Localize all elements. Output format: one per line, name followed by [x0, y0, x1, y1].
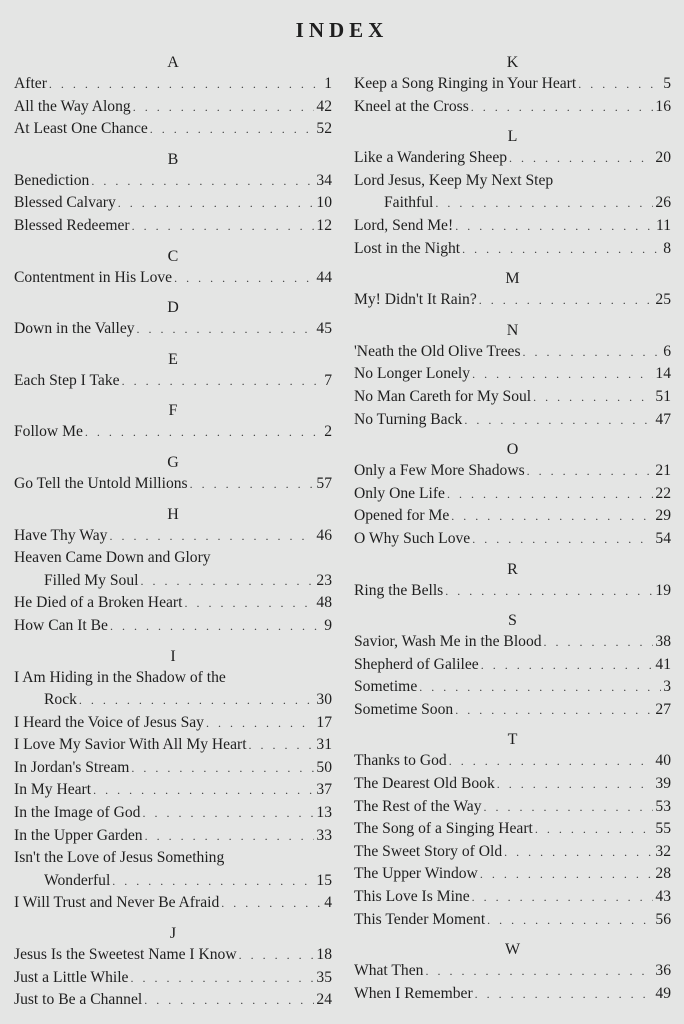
page-number: 49	[655, 984, 671, 1002]
section-letter: S	[508, 612, 517, 630]
dot-leader	[145, 825, 315, 848]
page-number: 32	[655, 842, 671, 860]
page-number: 3	[663, 678, 671, 696]
entry-title: Like a Wandering Sheep	[354, 149, 508, 167]
dot-leader	[464, 409, 653, 432]
entry-title: Down in the Valley	[14, 320, 135, 338]
page-number: 26	[655, 194, 671, 212]
index-entry	[14, 547, 332, 592]
entry-title: In the Image of God	[14, 804, 141, 822]
page-number: 47	[655, 410, 671, 428]
dot-leader	[419, 676, 661, 699]
right-column	[354, 52, 671, 1005]
dot-leader	[131, 757, 314, 780]
index-entry	[14, 318, 332, 341]
index-section	[354, 320, 671, 431]
section-letter: H	[167, 505, 179, 523]
dot-leader	[91, 170, 314, 193]
index-entry	[354, 909, 671, 932]
section-letter: R	[507, 560, 518, 578]
index-entry	[354, 289, 671, 312]
entry-title: How Can It Be	[14, 616, 108, 634]
entry-title: 'Neath the Old Olive Trees	[354, 342, 521, 360]
page-number: 24	[316, 991, 332, 1009]
entry-title: Sometime	[354, 678, 418, 696]
entry-title: This Love Is Mine	[354, 888, 470, 906]
index-entry	[354, 483, 671, 506]
page-number: 1	[324, 75, 332, 92]
entry-line-two	[354, 192, 671, 215]
entry-title: The Dearest Old Book	[354, 775, 495, 793]
dot-leader	[497, 773, 654, 796]
page-number: 5	[663, 75, 671, 92]
index-entry	[354, 528, 671, 551]
dot-leader	[471, 96, 654, 119]
page-number: 28	[655, 865, 671, 883]
index-entry	[14, 421, 332, 444]
dot-leader	[447, 483, 653, 506]
index-entry	[14, 825, 332, 848]
index-section	[354, 610, 671, 721]
page-number: 13	[316, 804, 332, 822]
index-entry	[14, 592, 332, 615]
index-entry	[354, 580, 671, 603]
index-entry	[14, 215, 332, 238]
index-entry	[354, 886, 671, 909]
index-entry	[14, 944, 332, 967]
dot-leader	[133, 96, 315, 119]
index-entry	[14, 473, 332, 496]
entry-title: Go Tell the Untold Millions	[14, 474, 188, 492]
entry-title: Benediction	[14, 171, 90, 189]
entry-title: Sometime Soon	[354, 700, 454, 718]
entry-title: I Will Trust and Never Be Afraid	[14, 894, 220, 912]
index-entry	[354, 631, 671, 654]
page-number: 42	[316, 97, 332, 115]
entry-title: Ring the Bells	[354, 581, 444, 599]
dot-leader	[455, 215, 654, 238]
page-number: 25	[655, 291, 671, 309]
dot-leader	[112, 870, 314, 893]
page-number: 19	[655, 581, 671, 599]
entry-title: My! Didn't It Rain?	[354, 291, 477, 309]
dot-leader	[472, 886, 654, 909]
section-letter: T	[507, 731, 518, 749]
index-entry	[354, 796, 671, 819]
page-number: 54	[655, 529, 671, 547]
index-section	[354, 729, 671, 931]
index-section	[354, 268, 671, 312]
section-letter: F	[168, 402, 178, 420]
page-number: 18	[316, 946, 332, 964]
entry-title: Just a Little While	[14, 968, 129, 986]
dot-leader	[535, 818, 654, 841]
entry-title: Thanks to God	[354, 752, 447, 770]
dot-leader	[472, 363, 653, 386]
index-section	[14, 452, 332, 496]
entry-line-two	[14, 570, 332, 593]
entry-title: Lost in the Night	[354, 239, 461, 257]
page-number: 40	[655, 752, 671, 770]
entry-title-continued: Rock	[44, 691, 77, 709]
page-number: 48	[316, 594, 332, 612]
page-number: 8	[663, 239, 671, 257]
index-entry	[354, 238, 671, 261]
index-entry	[354, 460, 671, 483]
index-entry	[354, 341, 671, 364]
entry-title: No Man Careth for My Soul	[354, 387, 532, 405]
entry-title: In Jordan's Stream	[14, 758, 130, 776]
index-section	[14, 400, 332, 444]
dot-leader	[122, 370, 323, 393]
index-entry	[354, 505, 671, 528]
index-section	[354, 52, 671, 118]
index-entry	[14, 734, 332, 757]
entry-title: Isn't the Love of Jesus Something	[14, 849, 225, 867]
page-number: 16	[655, 97, 671, 115]
entry-line-two	[14, 689, 332, 712]
page-number: 30	[316, 691, 332, 709]
dot-leader	[487, 909, 653, 932]
dot-leader	[85, 421, 322, 444]
entry-title: At Least One Chance	[14, 120, 148, 138]
index-entry	[14, 73, 332, 96]
page-number: 57	[316, 474, 332, 492]
section-letter: L	[507, 128, 518, 146]
index-entry	[354, 750, 671, 773]
dot-leader	[472, 528, 653, 551]
entry-title: In My Heart	[14, 781, 92, 799]
page-number: 15	[316, 871, 332, 889]
index-entry	[354, 818, 671, 841]
index-section	[354, 559, 671, 603]
index-entry	[14, 802, 332, 825]
dot-leader	[484, 796, 654, 819]
entry-line-two	[14, 870, 332, 893]
dot-leader	[150, 118, 315, 141]
entry-title: The Sweet Story of Old	[354, 842, 503, 860]
index-entry	[14, 892, 332, 915]
dot-leader	[451, 505, 653, 528]
page-number: 9	[324, 616, 332, 634]
page-number: 56	[655, 910, 671, 928]
entry-title: I Heard the Voice of Jesus Say	[14, 713, 204, 731]
dot-leader	[475, 983, 654, 1006]
entry-title: Heaven Came Down and Glory	[14, 549, 211, 567]
dot-leader	[462, 238, 661, 261]
index-section	[14, 646, 332, 916]
index-entry	[354, 215, 671, 238]
dot-leader	[184, 592, 314, 615]
dot-leader	[249, 734, 315, 757]
entry-title: No Turning Back	[354, 410, 463, 428]
index-section	[14, 349, 332, 393]
page-number: 22	[655, 484, 671, 502]
index-entry	[354, 699, 671, 722]
entry-title: The Rest of the Way	[354, 797, 482, 815]
entry-title: Follow Me	[14, 423, 83, 441]
page-number: 55	[655, 820, 671, 838]
index-entry	[354, 363, 671, 386]
page-number: 29	[655, 507, 671, 525]
index-entry	[14, 267, 332, 290]
dot-leader	[174, 267, 314, 290]
index-entry	[14, 847, 332, 892]
index-section	[14, 149, 332, 238]
index-section	[14, 297, 332, 341]
page-number: 36	[655, 962, 671, 980]
index-entry	[354, 73, 671, 96]
section-letter: I	[170, 647, 176, 665]
entry-title: Blessed Calvary	[14, 194, 116, 212]
section-letter: W	[504, 941, 521, 959]
index-entry	[14, 757, 332, 780]
dot-leader	[481, 654, 654, 677]
page-number: 17	[316, 713, 332, 731]
index-section	[14, 52, 332, 141]
entry-title: O Why Such Love	[354, 529, 471, 547]
index-entry	[354, 96, 671, 119]
page-number: 14	[655, 365, 671, 383]
page-number: 44	[316, 268, 332, 286]
dot-leader	[130, 967, 314, 990]
section-letter: K	[506, 54, 519, 71]
page-number: 7	[324, 371, 332, 389]
entry-title: Keep a Song Ringing in Your Heart	[354, 75, 577, 92]
entry-title: No Longer Lonely	[354, 365, 471, 383]
section-letter: C	[167, 247, 179, 265]
page-number: 51	[655, 387, 671, 405]
dot-leader	[445, 580, 653, 603]
page-number: 37	[316, 781, 332, 799]
page-number: 27	[655, 700, 671, 718]
entry-title: Only One Life	[354, 484, 445, 502]
dot-leader	[455, 699, 653, 722]
index-entry	[14, 989, 332, 1012]
page-number: 41	[655, 655, 671, 673]
page-number: 20	[655, 149, 671, 167]
dot-leader	[435, 192, 653, 215]
dot-leader	[504, 841, 653, 864]
index-entry	[14, 96, 332, 119]
entry-title: I Love My Savior With All My Heart	[14, 736, 247, 754]
page-number: 50	[316, 758, 332, 776]
entry-title: Contentment in His Love	[14, 268, 173, 286]
dot-leader	[509, 147, 653, 170]
page-number: 23	[316, 571, 332, 589]
dot-leader	[425, 960, 653, 983]
dot-leader	[109, 525, 314, 548]
index-entry	[354, 409, 671, 432]
dot-leader	[79, 689, 314, 712]
page-number: 45	[316, 320, 332, 338]
entry-title: Kneel at the Cross	[354, 97, 469, 115]
page-number: 35	[316, 968, 332, 986]
index-entry	[14, 615, 332, 638]
entry-title: After	[14, 75, 47, 92]
dot-leader	[533, 386, 653, 409]
index-section	[14, 923, 332, 1012]
index-entry	[14, 667, 332, 712]
index-entry	[14, 370, 332, 393]
index-entry	[354, 773, 671, 796]
entry-title: Savior, Wash Me in the Blood	[354, 633, 542, 651]
left-column	[14, 52, 332, 1012]
index-section	[354, 439, 671, 550]
page-number: 46	[316, 526, 332, 544]
section-letter: B	[167, 150, 179, 168]
index-entry	[14, 779, 332, 802]
index-entry	[14, 525, 332, 548]
index-entry	[354, 170, 671, 215]
entry-title: Have Thy Way	[14, 526, 108, 544]
index-section	[354, 939, 671, 1005]
dot-leader	[578, 73, 661, 96]
page-number: 53	[655, 797, 671, 815]
dot-leader	[206, 712, 314, 735]
dot-leader	[190, 473, 315, 496]
dot-leader	[144, 989, 314, 1012]
entry-title: Each Step I Take	[14, 371, 120, 389]
page-number: 34	[316, 171, 332, 189]
dot-leader	[140, 570, 314, 593]
entry-title: The Song of a Singing Heart	[354, 820, 533, 838]
section-letter: N	[506, 321, 519, 339]
index-entry	[354, 983, 671, 1006]
entry-title: Lord, Send Me!	[354, 216, 454, 234]
dot-leader	[142, 802, 314, 825]
index-entry	[354, 386, 671, 409]
index-entry	[354, 841, 671, 864]
index-entry	[14, 712, 332, 735]
index-section	[354, 126, 671, 260]
index-section	[14, 504, 332, 638]
page-number: 21	[655, 462, 671, 480]
entry-title-continued: Filled My Soul	[44, 571, 139, 589]
index-entry	[354, 654, 671, 677]
page-number: 2	[324, 423, 332, 441]
entry-title: Lord Jesus, Keep My Next Step	[354, 171, 554, 189]
dot-leader	[110, 615, 322, 638]
entry-title: All the Way Along	[14, 97, 131, 115]
entry-title: He Died of a Broken Heart	[14, 594, 183, 612]
entry-title: Only a Few More Shadows	[354, 462, 525, 480]
section-letter: J	[169, 925, 177, 943]
page-number: 39	[655, 775, 671, 793]
entry-title: Jesus Is the Sweetest Name I Know	[14, 946, 237, 964]
section-letter: E	[168, 350, 178, 368]
index-entry	[354, 147, 671, 170]
section-letter: G	[167, 453, 179, 471]
page-number: 43	[655, 888, 671, 906]
section-letter: M	[505, 270, 520, 288]
entry-title-continued: Faithful	[384, 194, 434, 212]
entry-title: The Upper Window	[354, 865, 478, 883]
index-entry	[354, 960, 671, 983]
page-number: 52	[316, 120, 332, 138]
dot-leader	[449, 750, 654, 773]
index-section	[14, 246, 332, 290]
dot-leader	[239, 944, 315, 967]
page-number: 12	[316, 216, 332, 234]
index-entry	[354, 676, 671, 699]
section-letter: O	[506, 441, 519, 459]
dot-leader	[544, 631, 654, 654]
page-title: INDEX	[295, 18, 389, 42]
page-number: 4	[324, 894, 332, 912]
page-number: 10	[316, 194, 332, 212]
page-number: 11	[655, 216, 671, 234]
page-number: 38	[655, 633, 671, 651]
index-entry	[14, 192, 332, 215]
index-entry	[14, 170, 332, 193]
dot-leader	[118, 192, 315, 215]
entry-title: Opened for Me	[354, 507, 450, 525]
dot-leader	[221, 892, 322, 915]
entry-title: Just to Be a Channel	[14, 991, 143, 1009]
page-number: 6	[663, 342, 671, 360]
page-number: 31	[316, 736, 332, 754]
index-entry	[14, 967, 332, 990]
entry-title: Blessed Redeemer	[14, 216, 130, 234]
page-number: 33	[316, 826, 332, 844]
dot-leader	[49, 73, 322, 96]
entry-title: Shepherd of Galilee	[354, 655, 479, 673]
section-letter: D	[167, 299, 179, 317]
section-letter: A	[167, 54, 179, 71]
entry-title: In the Upper Garden	[14, 826, 143, 844]
dot-leader	[93, 779, 314, 802]
entry-title: What Then	[354, 962, 424, 980]
dot-leader	[479, 289, 654, 312]
index-entry	[14, 118, 332, 141]
index-entry	[354, 863, 671, 886]
entry-title-continued: Wonderful	[44, 871, 111, 889]
dot-leader	[132, 215, 315, 238]
entry-title: When I Remember	[354, 984, 473, 1002]
dot-leader	[523, 341, 662, 364]
dot-leader	[527, 460, 654, 483]
dot-leader	[480, 863, 654, 886]
entry-title: I Am Hiding in the Shadow of the	[14, 668, 226, 686]
dot-leader	[137, 318, 315, 341]
entry-title: This Tender Moment	[354, 910, 486, 928]
